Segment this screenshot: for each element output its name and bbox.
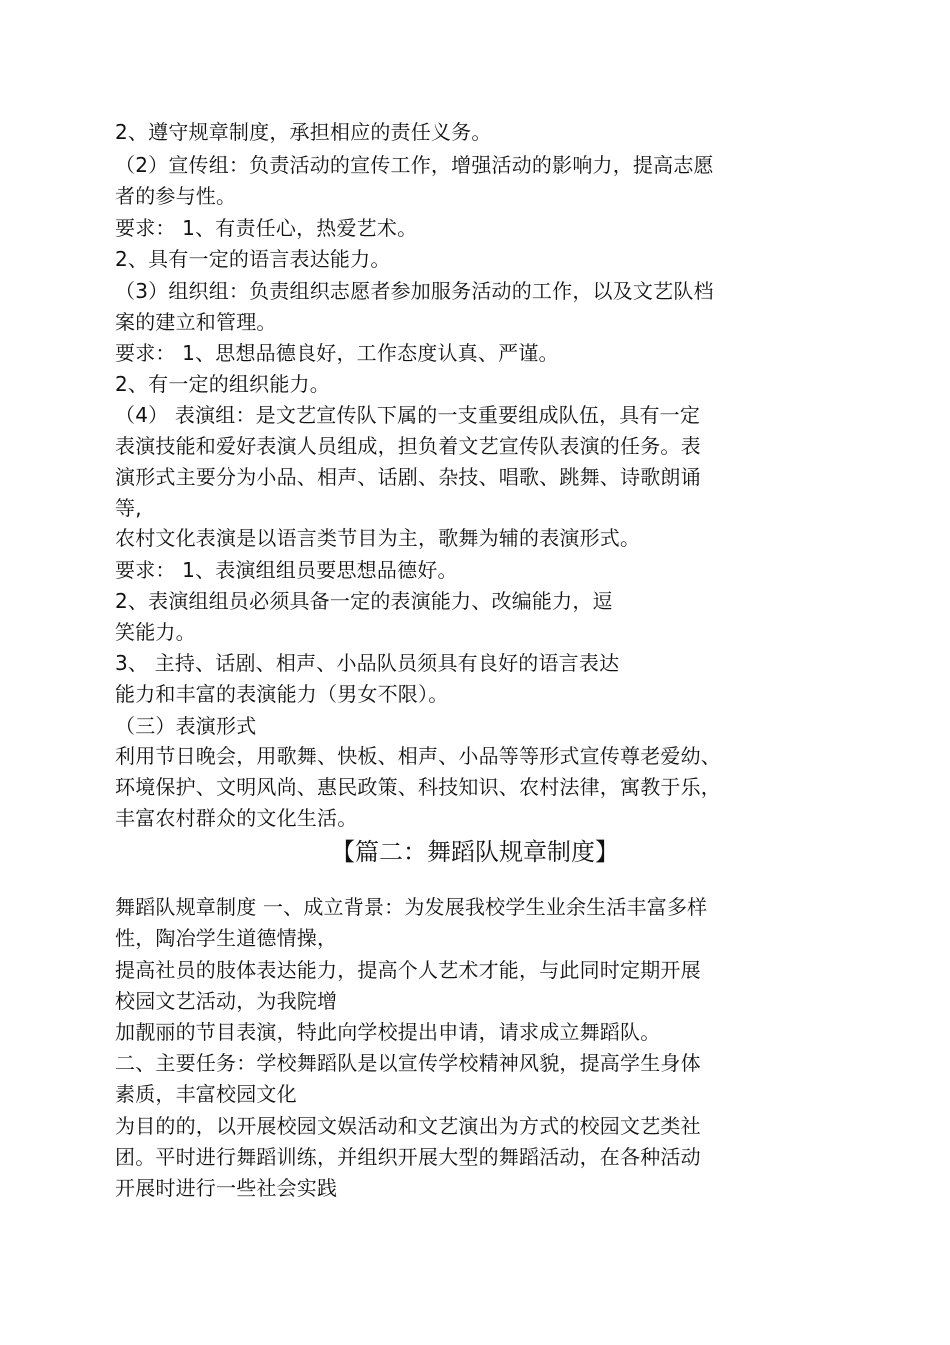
section-one-line: 2、表演组组员必须具备一定的表演能力、改编能力，逗	[115, 589, 613, 613]
section-one-line: （3）组织组：负责组织志愿者参加服务活动的工作，以及文艺队档	[115, 279, 714, 303]
section-one-line: 丰富农村群众的文化生活。	[115, 806, 358, 830]
section-one-line: （4） 表演组：是文艺宣传队下属的一支重要组成队伍，具有一定	[115, 403, 701, 427]
section-two-line: 加靓丽的节目表演，特此向学校提出申请，请求成立舞蹈队。	[115, 1020, 661, 1044]
section-two-line: 素质，丰富校园文化	[115, 1082, 297, 1106]
section-one-line: （三）表演形式	[115, 714, 257, 738]
section-two-line: 舞蹈队规章制度 一、成立背景：为发展我校学生业余生活丰富多样	[115, 895, 708, 919]
section-one-line: 表演技能和爱好表演人员组成，担负着文艺宣传队表演的任务。表	[115, 434, 701, 458]
section-one-line: 者的参与性。	[115, 184, 237, 208]
section-one-line: 能力和丰富的表演能力（男女不限）。	[115, 682, 449, 706]
section-one-line: （2）宣传组：负责活动的宣传工作，增强活动的影响力，提高志愿	[115, 153, 714, 177]
section-two-line: 团。平时进行舞蹈训练，并组织开展大型的舞蹈活动，在各种活动	[115, 1145, 701, 1169]
section-one-line: 笑能力。	[115, 620, 196, 644]
section-one-line: 2、具有一定的语言表达能力。	[115, 247, 391, 271]
section-one-line: 要求： 1、思想品德良好，工作态度认真、严谨。	[115, 341, 559, 365]
section-one-line: 2、有一定的组织能力。	[115, 372, 330, 396]
section-one-line: 要求： 1、表演组组员要思想品德好。	[115, 558, 458, 582]
section-one-line: 3、 主持、话剧、相声、小品队员须具有良好的语言表达	[115, 651, 620, 675]
section-one-line: 利用节日晚会，用歌舞、快板、相声、小品等等形式宣传尊老爱幼、	[115, 744, 721, 768]
section-two-line: 校园文艺活动，为我院增	[115, 989, 338, 1013]
section-one-line: 农村文化表演是以语言类节目为主，歌舞为辅的表演形式。	[115, 526, 641, 550]
section-one-line: 要求： 1、有责任心，热爱艺术。	[115, 216, 418, 240]
section-two-line: 开展时进行一些社会实践	[115, 1176, 338, 1200]
section-one-line: 等,	[115, 496, 142, 520]
section-two-line: 提高社员的肢体表达能力，提高个人艺术才能，与此同时定期开展	[115, 958, 701, 982]
section-one-line: 环境保护、文明风尚、惠民政策、科技知识、农村法律，寓教于乐，	[115, 775, 721, 799]
section-one-line: 演形式主要分为小品、相声、话剧、杂技、唱歌、跳舞、诗歌朗诵	[115, 465, 701, 489]
section-heading: 【篇二：舞蹈队规章制度】	[331, 838, 619, 866]
section-two-line: 为目的的，以开展校园文娱活动和文艺演出为方式的校园文艺类社	[115, 1114, 701, 1138]
section-one-line: 2、遵守规章制度，承担相应的责任义务。	[115, 120, 492, 144]
section-one-line: 案的建立和管理。	[115, 310, 277, 334]
section-two-line: 二、主要任务：学校舞蹈队是以宣传学校精神风貌，提高学生身体	[115, 1051, 701, 1075]
section-two-line: 性，陶冶学生道德情操，	[115, 926, 338, 950]
